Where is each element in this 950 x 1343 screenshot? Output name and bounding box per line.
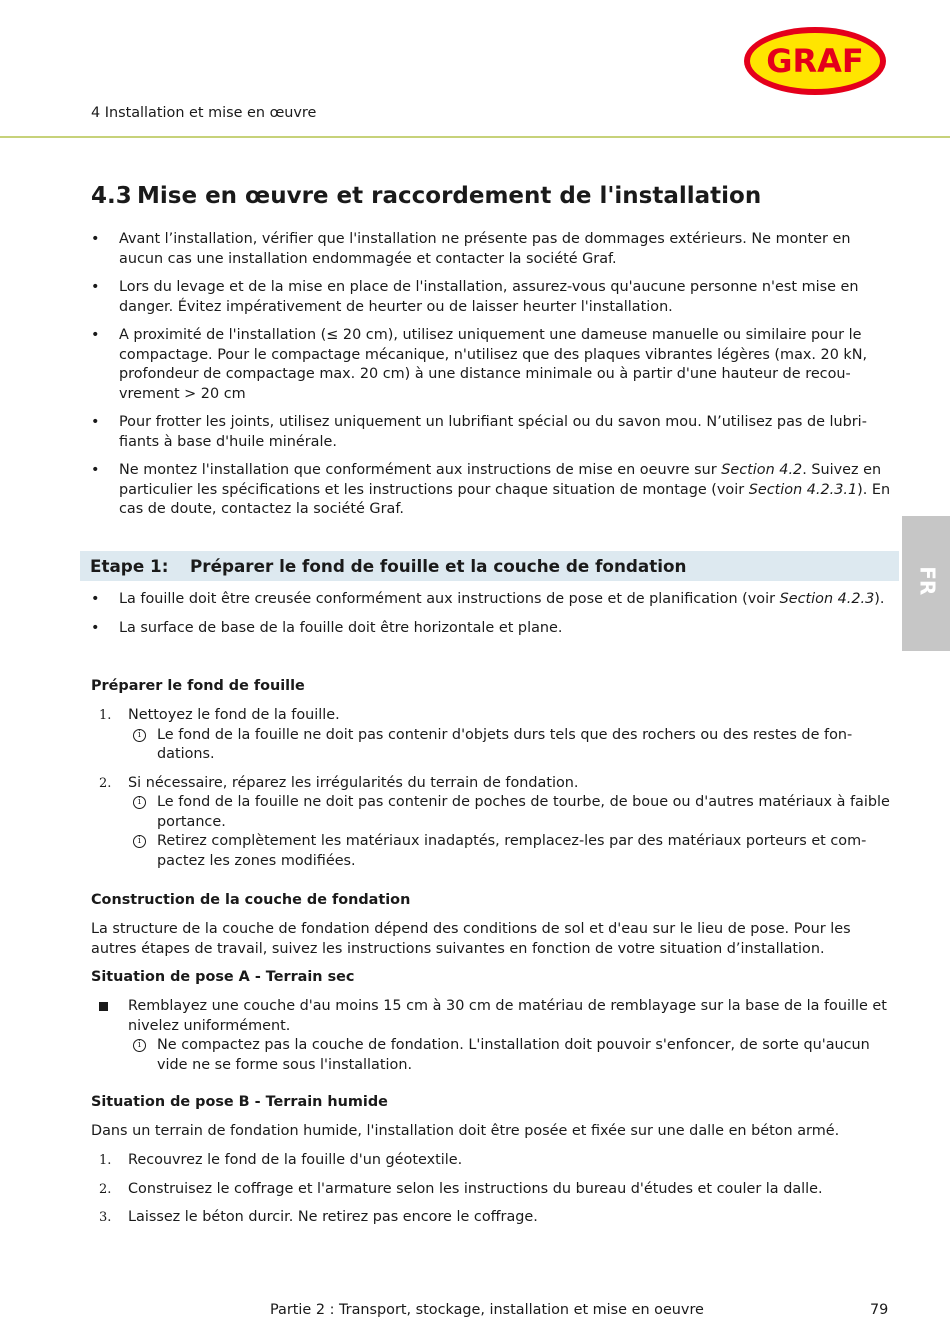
section-reference-link[interactable]: Section 4.2.3 bbox=[779, 591, 875, 607]
situation-a-list bbox=[91, 997, 891, 1075]
step-header-bar bbox=[80, 551, 899, 581]
bullet-icon: • bbox=[91, 327, 100, 343]
situation-b-steps-list bbox=[91, 1151, 891, 1237]
list-item: Remblayez une couche d'au moins 15 cm à 30 cm de matériau de remblayage sur la base de la fouille et nivelez uniformément. i Ne compactez pas la couche de fondation. L'installation doit pouvoir s'enfoncer, de sorte qu'aucun vide ne se forme sous l'installation. bbox=[91, 997, 891, 1075]
language-tab-label: FR bbox=[915, 566, 940, 596]
list-item: • Avant l’installation, vérifier que l'installation ne présente pas de dommages extérieurs. Ne monter en aucun cas une installation endommagée et contacter la société Graf. bbox=[91, 231, 851, 267]
info-note: i Ne compactez pas la couche de fondation. L'installation doit pouvoir s'enfoncer, de sorte qu'aucun vide ne se forme sous l'installation. bbox=[128, 1036, 891, 1075]
info-icon: i bbox=[133, 796, 146, 809]
language-tab bbox=[902, 516, 950, 651]
footer-text: Partie 2 : Transport, stockage, installation et mise en oeuvre bbox=[270, 1302, 704, 1318]
list-item: 1. Nettoyez le fond de la fouille. i Le fond de la fouille ne doit pas contenir d'objets durs tels que des rochers ou des restes de fondations. bbox=[91, 706, 891, 765]
section-bullet-list bbox=[91, 230, 891, 529]
svg-text:GRAF: GRAF bbox=[766, 42, 864, 80]
header-divider bbox=[0, 136, 950, 138]
step-bullet-list bbox=[91, 590, 891, 647]
prepare-steps-list bbox=[91, 706, 891, 880]
step-number: 3. bbox=[99, 1210, 112, 1225]
situation-b-intro: Dans un terrain de fondation humide, l'installation doit être posée et fixée sur une dalle en béton armé. bbox=[91, 1123, 840, 1139]
info-note: i Retirez complètement les matériaux inadaptés, remplacez-les par des matériaux porteurs et compactez les zones modifiées. bbox=[128, 832, 891, 871]
step-number: 1. bbox=[99, 1153, 112, 1168]
info-note: i Le fond de la fouille ne doit pas contenir de poches de tourbe, de boue ou d'autres matériaux à faible portance. bbox=[128, 793, 891, 832]
section-reference-link[interactable]: Section 4.2 bbox=[721, 462, 803, 478]
list-item: • A proximité de l'installation (≤ 20 cm), utilisez uniquement une dameuse manuelle ou similaire pour le compactage. Pour le compactage mécanique, n'utilisez que des plaques vibrantes légères (max. 20 kN, profondeur de compactage max. 20 cm) à une distance minimale ou à partir d'une hauteur de recouvrement > 20 cm bbox=[91, 327, 868, 402]
bullet-icon: • bbox=[91, 462, 100, 478]
step-title: Préparer le fond de fouille et la couche de fondation bbox=[190, 556, 687, 576]
situation-a-heading: Situation de pose A - Terrain sec bbox=[91, 969, 355, 985]
square-bullet-icon bbox=[99, 1002, 108, 1011]
section-number: 4.3 bbox=[91, 183, 132, 209]
prepare-heading: Préparer le fond de fouille bbox=[91, 678, 305, 694]
info-icon: i bbox=[133, 729, 146, 742]
situation-b-heading: Situation de pose B - Terrain humide bbox=[91, 1094, 388, 1110]
chapter-header: 4 Installation et mise en œuvre bbox=[91, 105, 317, 121]
construction-intro: La structure de la couche de fondation dépend des conditions de sol et d'eau sur le lieu de pose. Pour les autres étapes de travail, suivez les instructions suivantes en fonction de votre situation d’installation. bbox=[91, 921, 851, 957]
list-item: • La surface de base de la fouille doit être horizontale et plane. bbox=[91, 619, 891, 639]
list-item: • Lors du levage et de la mise en place de l'installation, assurez-vous qu'aucune personne n'est mise en danger. Évitez impérativement de heurter ou de laisser heurter l'installation. bbox=[91, 279, 859, 315]
graf-logo bbox=[743, 26, 887, 96]
list-item: • Ne montez l'installation que conformément aux instructions de mise en oeuvre sur Section 4.2. Suivez en particulier les spécifications et les instructions pour chaque situation de montage (voir Section 4.2.3.1). En cas de doute, contactez la société Graf. bbox=[91, 462, 891, 517]
list-item: 2. Construisez le coffrage et l'armature selon les instructions du bureau d'études et couler la dalle. bbox=[91, 1180, 891, 1200]
step-number: 1. bbox=[99, 708, 112, 723]
info-icon: i bbox=[133, 835, 146, 848]
bullet-icon: • bbox=[91, 619, 100, 636]
section-title-text: Mise en œuvre et raccordement de l'installation bbox=[137, 183, 762, 209]
list-item: 2. Si nécessaire, réparez les irrégularités du terrain de fondation. i Le fond de la fouille ne doit pas contenir de poches de tourbe, de boue ou d'autres matériaux à faible portance. i Retirez complètement les matériaux inadaptés, remplacez-les par des matériaux porteurs et compactez les zones modifiées. bbox=[91, 774, 891, 872]
step-number: 2. bbox=[99, 1181, 112, 1197]
info-icon: i bbox=[133, 1039, 146, 1052]
bullet-icon: • bbox=[91, 414, 100, 430]
list-item: • Pour frotter les joints, utilisez uniquement un lubrifiant spécial ou du savon mou. N’utilisez pas de lubrifiants à base d'huile minérale. bbox=[91, 414, 867, 450]
list-item: 3. Laissez le béton durcir. Ne retirez pas encore le coffrage. bbox=[91, 1208, 891, 1228]
construction-heading: Construction de la couche de fondation bbox=[91, 892, 411, 908]
bullet-icon: • bbox=[91, 279, 100, 295]
bullet-icon: • bbox=[91, 231, 100, 247]
info-note: i Le fond de la fouille ne doit pas contenir d'objets durs tels que des rochers ou des restes de fondations. bbox=[128, 726, 891, 765]
list-item: • La fouille doit être creusée conformément aux instructions de pose et de planification (voir Section 4.2.3). bbox=[91, 590, 891, 610]
section-reference-link[interactable]: Section 4.2.3.1 bbox=[748, 481, 858, 498]
bullet-icon: • bbox=[91, 591, 100, 607]
page-number: 79 bbox=[870, 1302, 889, 1318]
section-title bbox=[91, 182, 761, 210]
list-item: 1. Recouvrez le fond de la fouille d'un géotextile. bbox=[91, 1151, 891, 1171]
step-number: 2. bbox=[99, 775, 112, 791]
step-label: Etape 1: bbox=[90, 556, 169, 576]
